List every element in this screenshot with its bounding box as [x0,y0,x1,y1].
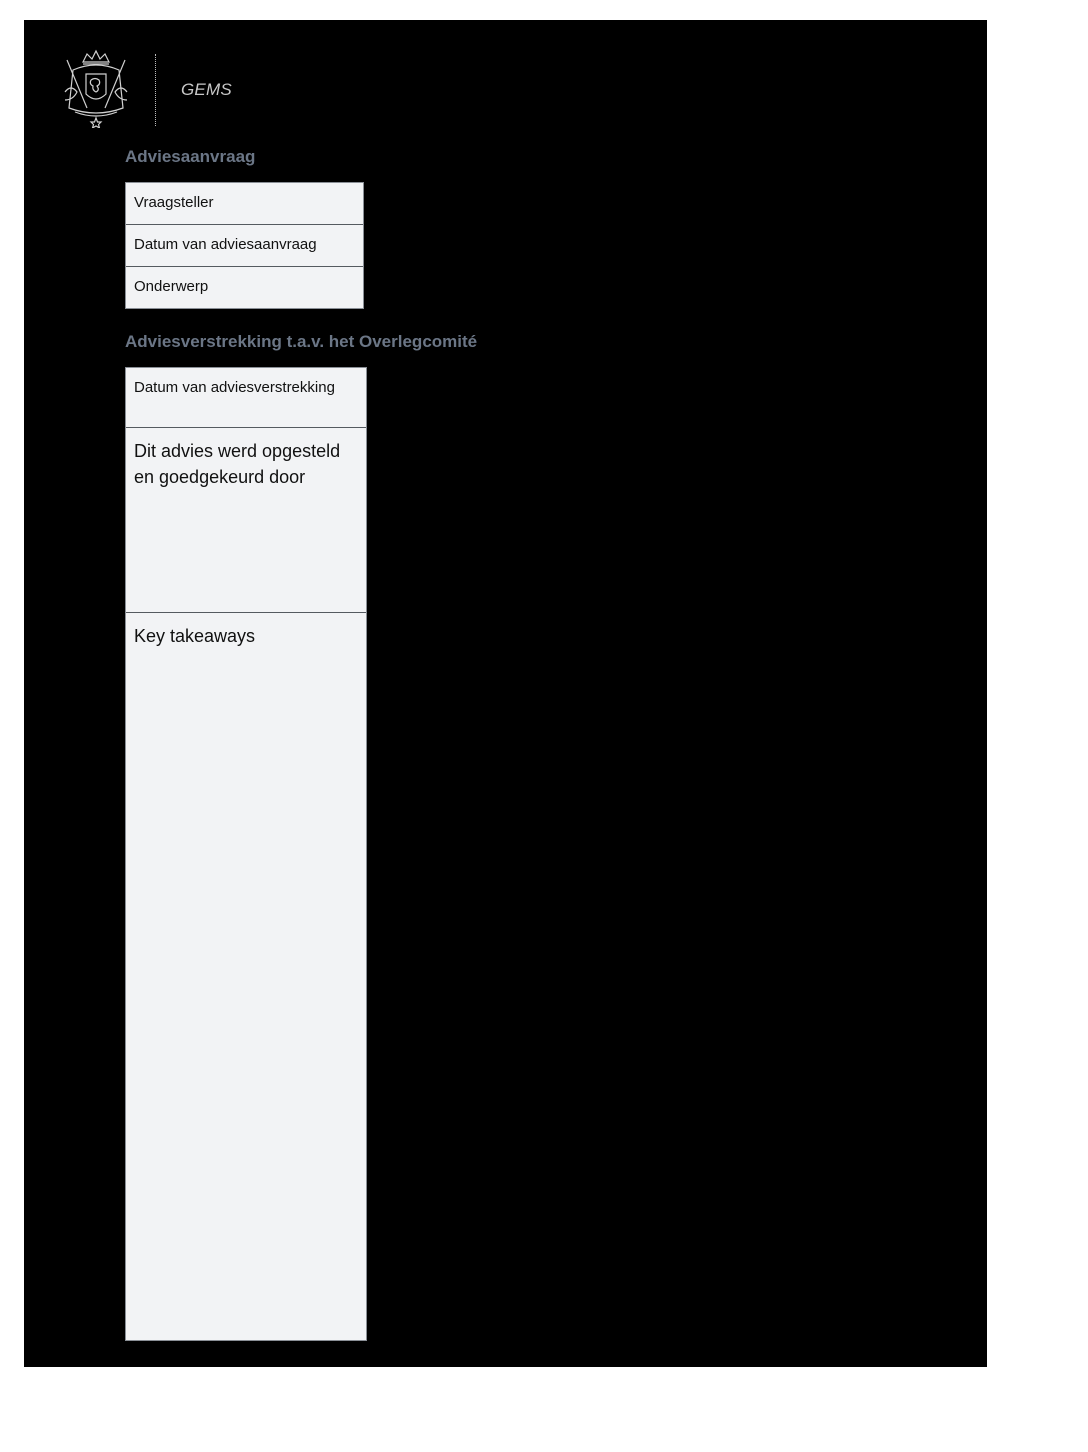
table-row [126,368,366,428]
delivery-table [125,367,367,1341]
row-label-key-takeaways: Key takeaways [134,626,256,646]
table-row [126,225,363,267]
table-row [126,613,366,1340]
row-label-requester: Vraagsteller [134,194,214,211]
section-title-request: Adviesaanvraag [125,147,256,166]
row-label-authored-by: Dit advies werd opgesteld en goedgekeurd door [134,441,341,487]
table-row [126,428,366,613]
header-divider [155,54,156,126]
row-label-subject: Onderwerp [134,278,209,295]
table-row [126,267,363,308]
section-title-delivery: Adviesverstrekking t.a.v. het Overlegcomité [125,332,478,351]
request-table [125,182,364,309]
table-row [126,183,363,225]
document-page [24,20,987,1367]
organization-name: GEMS [181,80,232,99]
row-label-request-date: Datum van adviesaanvraag [134,236,317,253]
row-label-delivery-date: Datum van adviesverstrekking [134,379,335,396]
coat-of-arms-icon [61,48,131,128]
